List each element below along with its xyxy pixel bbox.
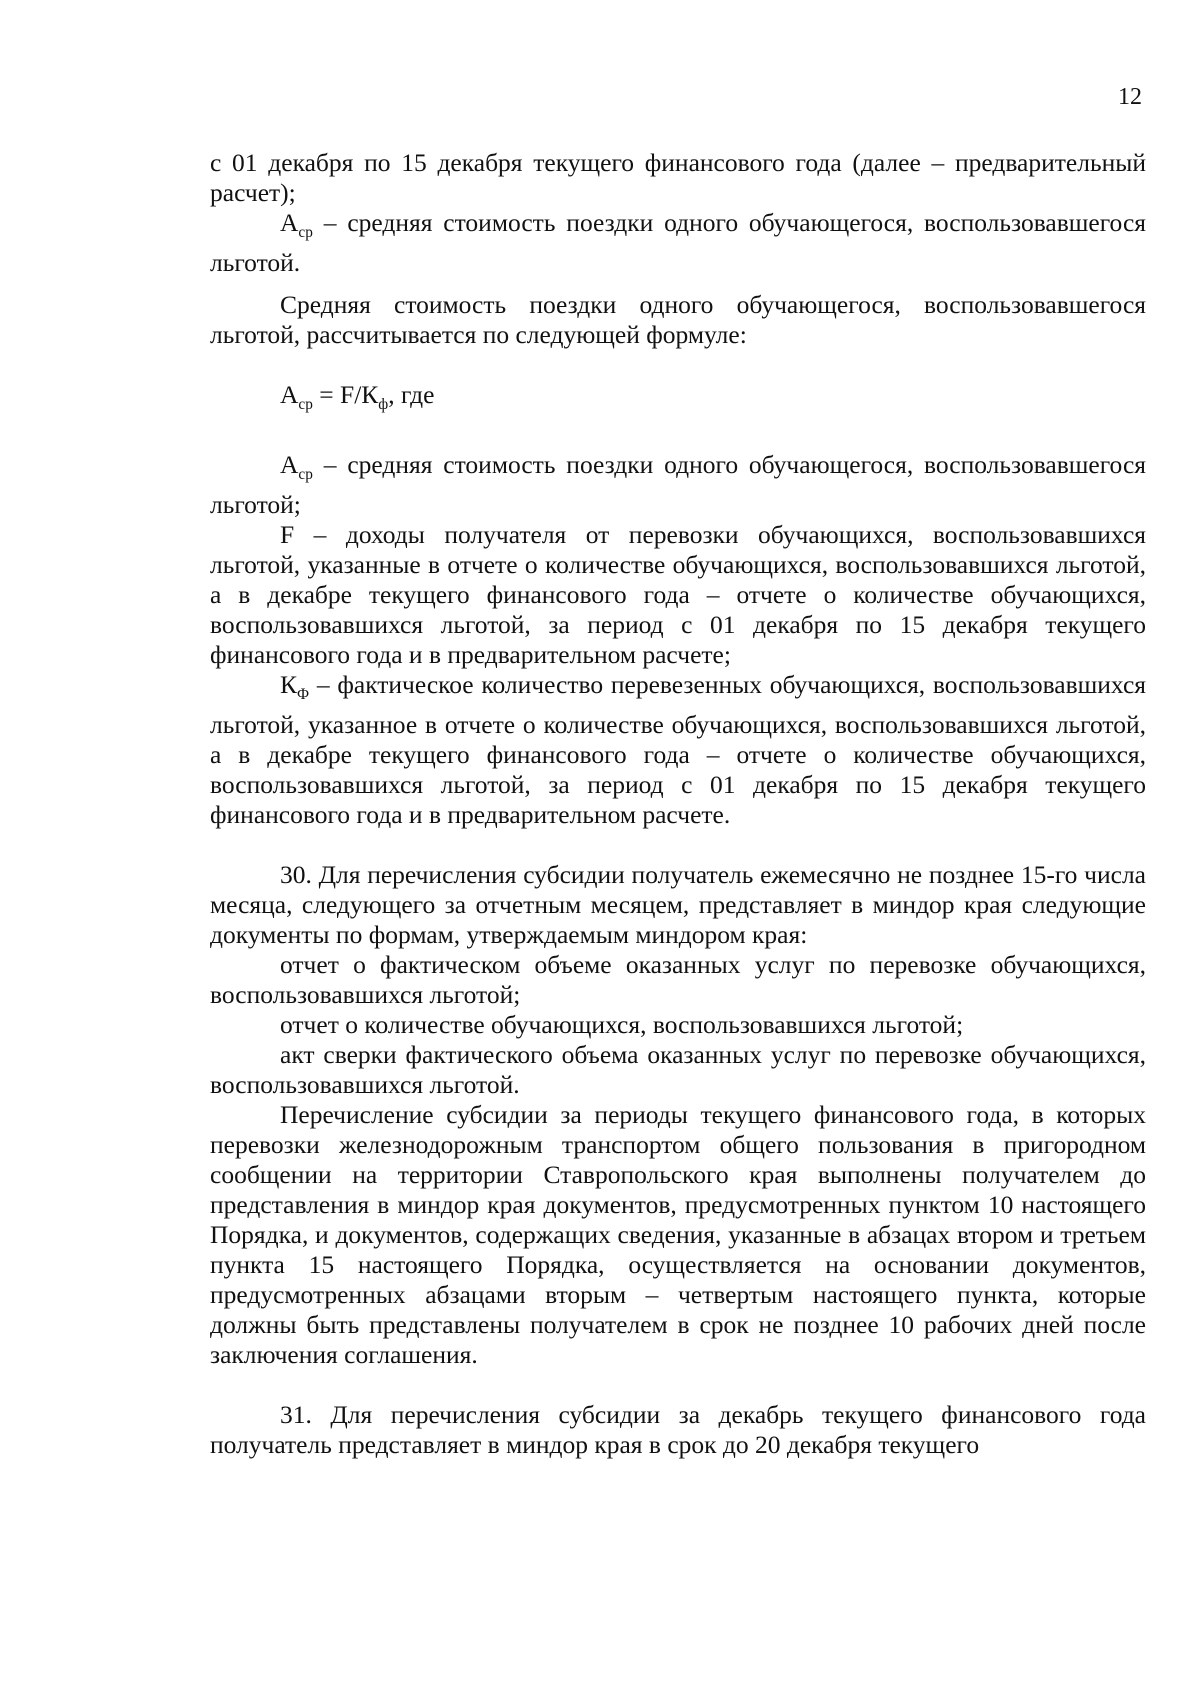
formula: $А_{ср} = F/К_ф$, где	[280, 380, 435, 414]
paragraph-kf-definition: $К_Ф$ – фактическое количество перевезенных обучающихся, воспользовавшихся льготой, указанное в отчете о количестве обучающихся, воспользовавшихся льготой, а в декабре текущего финансового года – отчете о количестве обучающихся, воспользовавшихся льготой, за период с 01 декабря по 15 декабря текущего финансового года и в предварительном расчете.	[210, 670, 1146, 830]
paragraph: Перечисление субсидии за периоды текущего финансового года, в которых перевозки железнодорожным транспортом общего пользования в пригородном сообщении на территории Ставропольского края выполнены получателем до представления в миндор края документов, предусмотренных пунктом 10 настоящего Порядка, и документов, содержащих сведения, указанные в абзацах втором и третьем пункта 15 настоящего Порядка, осуществляется на основании документов, предусмотренных абзацами вторым – четвертым настоящего пункта, которые должны быть представлены получателем в срок не позднее 10 рабочих дней после заключения соглашения.	[210, 1100, 1146, 1370]
paragraph-clause-31: 31. Для перечисления субсидии за декабрь текущего финансового года получатель представляет в миндор края в срок до 20 декабря текущего	[210, 1400, 1146, 1460]
page-number: 12	[1118, 84, 1142, 110]
document-body	[210, 148, 1146, 1460]
paragraph-acp-definition: $А_{ср}$ – средняя стоимость поездки одного обучающегося, воспользовавшегося льготой.	[210, 208, 1146, 278]
paragraph: отчет о фактическом объеме оказанных услуг по перевозке обучающихся, воспользовавшихся льготой;	[210, 950, 1146, 1010]
paragraph: акт сверки фактического объема оказанных услуг по перевозке обучающихся, воспользовавшихся льготой.	[210, 1040, 1146, 1100]
paragraph-clause-30: 30. Для перечисления субсидии получатель ежемесячно не позднее 15-го числа месяца, следующего за отчетным месяцем, представляет в миндор края следующие документы по формам, утверждаемым миндором края:	[210, 860, 1146, 950]
paragraph-f-definition: F – доходы получателя от перевозки обучающихся, воспользовавшихся льготой, указанные в отчете о количестве обучающихся, воспользовавшихся льготой, а в декабре текущего финансового года – отчете о количестве обучающихся, воспользовавшихся льготой, за период с 01 декабря по 15 декабря текущего финансового года и в предварительном расчете;	[210, 520, 1146, 670]
paragraph: отчет о количестве обучающихся, воспользовавшихся льготой;	[280, 1010, 964, 1040]
paragraph-acp-definition: $А_{ср}$ – средняя стоимость поездки одного обучающегося, воспользовавшегося льготой;	[210, 450, 1146, 520]
paragraph: с 01 декабря по 15 декабря текущего финансового года (далее – предварительный расчет);	[210, 148, 1146, 207]
paragraph: Средняя стоимость поездки одного обучающегося, воспользовавшегося льготой, рассчитывается по следующей формуле:	[210, 290, 1146, 350]
